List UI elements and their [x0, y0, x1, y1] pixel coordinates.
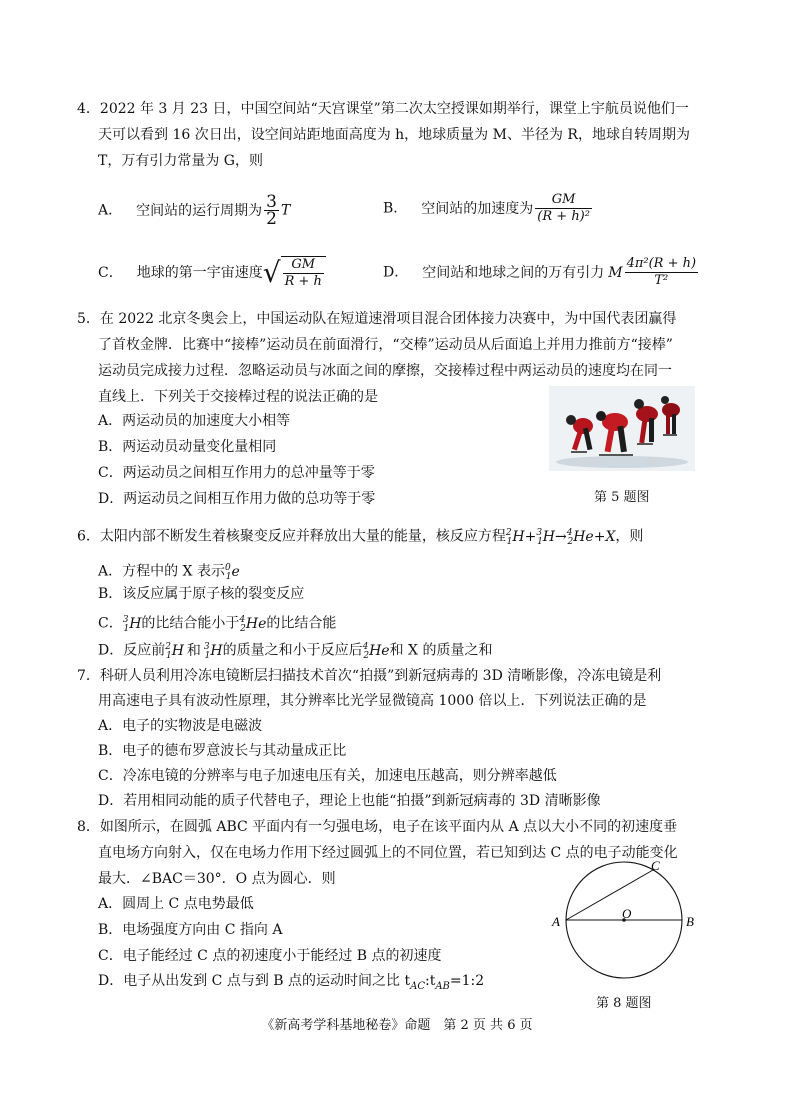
- q7-option-d: D．若用相同动能的质子代替电子，理论上也能“拍摄”到新冠病毒的 3D 清晰影像: [98, 793, 601, 809]
- q7-line1: 7．科研人员利用冷冻电镜断层扫描技术首次“拍摄”到新冠病毒的 3D 清晰影像，冷冻电镜是利: [77, 668, 662, 684]
- q4-b-fraction: $\frac{GM}{\text{(R + h)²}}$: [537, 192, 590, 224]
- speed-skating-photo: [549, 386, 695, 471]
- q4-line3: T，万有引力常量为 G，则: [98, 153, 263, 169]
- label-o: O: [622, 906, 632, 921]
- q8-option-d: D．电子从出发到 C 点与到 B 点的运动时间之比 $t_{AC}:t_{AB}=1:2$: [98, 973, 485, 992]
- q4-a-fraction: $\frac{3}{2}$: [266, 192, 277, 229]
- q5-option-b: B．两运动员动量变化量相同: [98, 439, 277, 455]
- label-a: A: [552, 914, 560, 929]
- q6-line1: 6．太阳内部不断发生着核聚变反应并释放出大量的能量，核反应方程$^2_1$H+$^3_1$H→$^4_2$He+X，则: [77, 528, 644, 548]
- q4-option-d: D． 空间站和地球之间的万有引力 M $\frac{\text{4π²(R + h)}}{\text{T²}}$: [383, 256, 697, 288]
- q7-option-b: B．电子的德布罗意波长与其动量成正比: [98, 743, 347, 759]
- q8-option-b: B．电场强度方向由 C 指向 A: [98, 922, 283, 938]
- q8-line1: 8．如图所示，在圆弧 ABC 平面内有一匀强电场，电子在该平面内从 A 点以大小不同的初速度垂: [77, 819, 678, 835]
- q8-line3: 最大．∠BAC＝30°．O 点为圆心．则: [98, 871, 336, 887]
- q4-option-a: A． 空间站的运行周期为 $\frac{3}{2}$ T: [98, 192, 291, 229]
- q5-option-c: C．两运动员之间相互作用力的总冲量等于零: [98, 465, 375, 481]
- q6-option-b: B．该反应属于原子核的裂变反应: [98, 586, 305, 602]
- label-b: B: [686, 914, 694, 929]
- q4-option-b: B． 空间站的加速度为 $\frac{GM}{\text{(R + h)²}}$: [383, 192, 590, 224]
- q5-line2: 了首枚金牌．比赛中“接棒”运动员在前面滑行，“交棒”运动员从后面追上并用力推前方“接棒”: [98, 337, 673, 353]
- q6-nuclear-equation: $^2_1$H+$^3_1$H→$^4_2$He+X: [505, 528, 616, 548]
- q6-option-d: D．反应前$^2_1$H 和 $^3_1$H的质量之和小于反应后$^4_2$He和 X 的质量之和: [98, 642, 493, 662]
- q4-line2: 天可以看到 16 次日出，设空间站距地面高度为 h，地球质量为 M、半径为 R，地球自转周期为: [98, 127, 690, 143]
- q6-option-a: A．方程中的 X 表示$^0_1$e: [98, 563, 240, 583]
- q4-option-c: C． 地球的第一宇宙速度√ $\frac{GM}{R + h}$: [98, 256, 326, 290]
- label-c: C: [651, 858, 660, 873]
- q8-figure-caption: 第 8 题图: [596, 996, 652, 1011]
- q7-option-c: C．冷冻电镜的分辨率与电子加速电压有关，加速电压越高，则分辨率越低: [98, 768, 557, 784]
- q8-circle-diagram: [540, 850, 710, 980]
- page-footer: 《新高考学科基地秘卷》命题 第 2 页 共 6 页: [261, 1018, 533, 1033]
- q7-line2: 用高速电子具有波动性原理，其分辨率比光学显微镜高 1000 倍以上．下列说法正确的是: [98, 693, 647, 709]
- q5-option-a: A．两运动员的加速度大小相等: [98, 413, 291, 429]
- q4-c-sqrt: √ $\frac{GM}{R + h}$: [263, 256, 326, 290]
- chord-ac: [566, 870, 653, 920]
- q4-d-fraction: $\frac{\text{4π²(R + h)}}{\text{T²}}$: [626, 256, 697, 288]
- q6-option-c: C．$^3_1$H的比结合能小于$^4_2$He的比结合能: [98, 615, 337, 635]
- q4-line1: 4．2022 年 3 月 23 日，中国空间站“天宫课堂”第二次太空授课如期举行，课堂上宇航员说他们一: [77, 101, 689, 117]
- q7-option-a: A．电子的实物波是电磁波: [98, 718, 263, 734]
- q8-option-c: C．电子能经过 C 点的初速度小于能经过 B 点的初速度: [98, 948, 442, 964]
- q8-line2: 直电场方向射入，仅在电场力作用下经过圆弧上的不同位置，若已知到达 C 点的电子动能变化: [98, 845, 678, 861]
- skaters-illustration: [549, 386, 695, 471]
- q5-line1: 5．在 2022 北京冬奥会上，中国运动队在短道速滑项目混合团体接力决赛中，为中国代表团赢得: [77, 311, 677, 327]
- q5-line4: 直线上．下列关于交接棒过程的说法正确的是: [98, 389, 378, 405]
- q8-option-a: A．圆周上 C 点电势最低: [98, 896, 254, 912]
- q5-figure-caption: 第 5 题图: [594, 490, 650, 505]
- q5-option-d: D．两运动员之间相互作用力做的总功等于零: [98, 491, 376, 507]
- q5-line3: 运动员完成接力过程．忽略运动员与冰面之间的摩擦，交接棒过程中两运动员的速度均在同一: [98, 363, 672, 379]
